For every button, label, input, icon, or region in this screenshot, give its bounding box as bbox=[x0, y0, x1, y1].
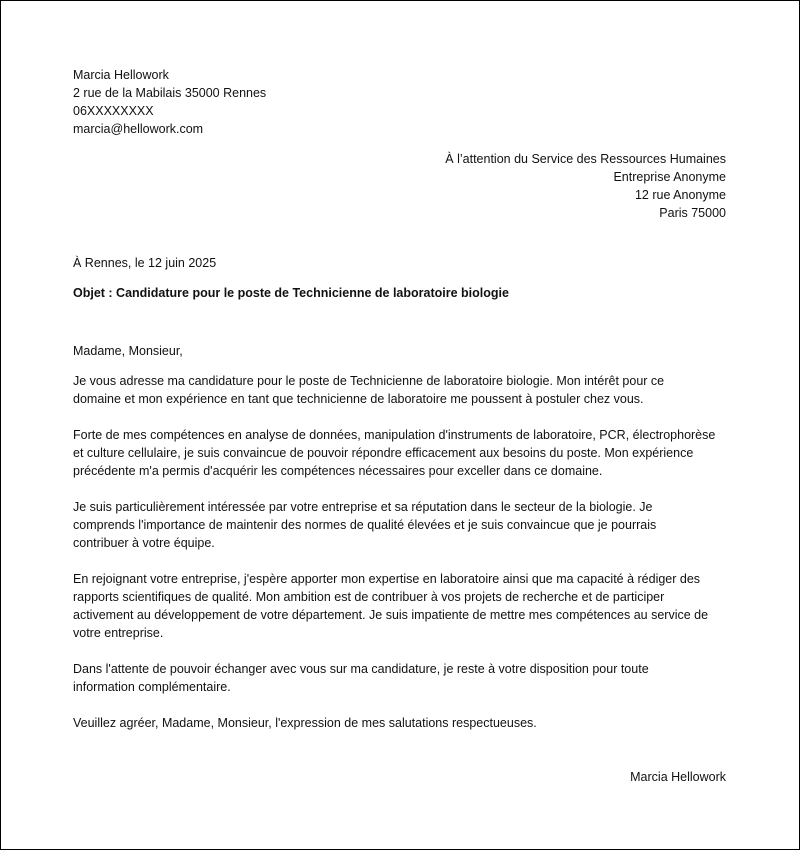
paragraph-line: rapports scientifiques de qualité. Mon ambition est de contribuer à vos projets de recherche et de participer bbox=[73, 590, 665, 604]
recipient-company: Entreprise Anonyme bbox=[613, 170, 726, 184]
paragraph-line: comprends l'importance de maintenir des normes de qualité élevées et je suis convaincue que je pourrais bbox=[73, 518, 657, 532]
paragraph-line: domaine et mon expérience en tant que technicienne de laboratoire me poussent à postuler chez vous. bbox=[73, 392, 644, 406]
letter-body bbox=[73, 372, 733, 750]
letter-paragraph bbox=[73, 660, 733, 696]
paragraph-line: information complémentaire. bbox=[73, 680, 231, 694]
sender-email: marcia@hellowork.com bbox=[73, 122, 204, 136]
paragraph-line: Je suis particulièrement intéressée par votre entreprise et sa réputation dans le secteur de la biologie. Je bbox=[73, 500, 653, 514]
sender-address: 2 rue de la Mabilais 35000 Rennes bbox=[73, 86, 267, 100]
sender-phone: 06XXXXXXXX bbox=[73, 104, 154, 118]
paragraph-line: Je vous adresse ma candidature pour le poste de Technicienne de laboratoire biologie. Mon intérêt pour ce bbox=[73, 374, 665, 388]
recipient-attention: À l’attention du Service des Ressources Humaines bbox=[445, 152, 726, 166]
letter-subject: Objet : Candidature pour le poste de Technicienne de laboratoire biologie bbox=[73, 286, 509, 300]
recipient-city: Paris 75000 bbox=[659, 206, 726, 220]
paragraph-line: Veuillez agréer, Madame, Monsieur, l'expression de mes salutations respectueuses. bbox=[73, 716, 537, 730]
letter-date: À Rennes, le 12 juin 2025 bbox=[73, 256, 217, 270]
letter-paragraph bbox=[73, 426, 733, 480]
sender-name: Marcia Hellowork bbox=[73, 68, 169, 82]
recipient-street: 12 rue Anonyme bbox=[634, 188, 726, 202]
letter-paragraph bbox=[73, 570, 733, 642]
letter-paragraph bbox=[73, 372, 733, 408]
paragraph-line: et culture cellulaire, je suis convaincue de pouvoir répondre efficacement aux besoins du poste. Mon expérience bbox=[73, 446, 694, 460]
paragraph-line: contribuer à votre équipe. bbox=[73, 536, 215, 550]
letter-paragraph bbox=[73, 498, 733, 552]
letter-signature: Marcia Hellowork bbox=[630, 770, 726, 784]
paragraph-line: votre entreprise. bbox=[73, 626, 164, 640]
letter-closing bbox=[73, 714, 733, 732]
paragraph-line: activement au développement de votre département. Je suis impatiente de mettre mes compétences au service de bbox=[73, 608, 709, 622]
paragraph-line: En rejoignant votre entreprise, j'espère apporter mon expertise en laboratoire ainsi que ma capacité à rédiger des bbox=[73, 572, 701, 586]
recipient-block bbox=[326, 150, 726, 222]
paragraph-line: précédente m'a permis d'acquérir les compétences nécessaires pour exceller dans ce domaine. bbox=[73, 464, 603, 478]
sender-block bbox=[73, 66, 473, 138]
paragraph-line: Forte de mes compétences en analyse de données, manipulation d'instruments de laboratoire, PCR, électrophorèse bbox=[73, 428, 716, 442]
paragraph-line: Dans l'attente de pouvoir échanger avec vous sur ma candidature, je reste à votre disposition pour toute bbox=[73, 662, 649, 676]
letter-greeting: Madame, Monsieur, bbox=[73, 344, 183, 358]
